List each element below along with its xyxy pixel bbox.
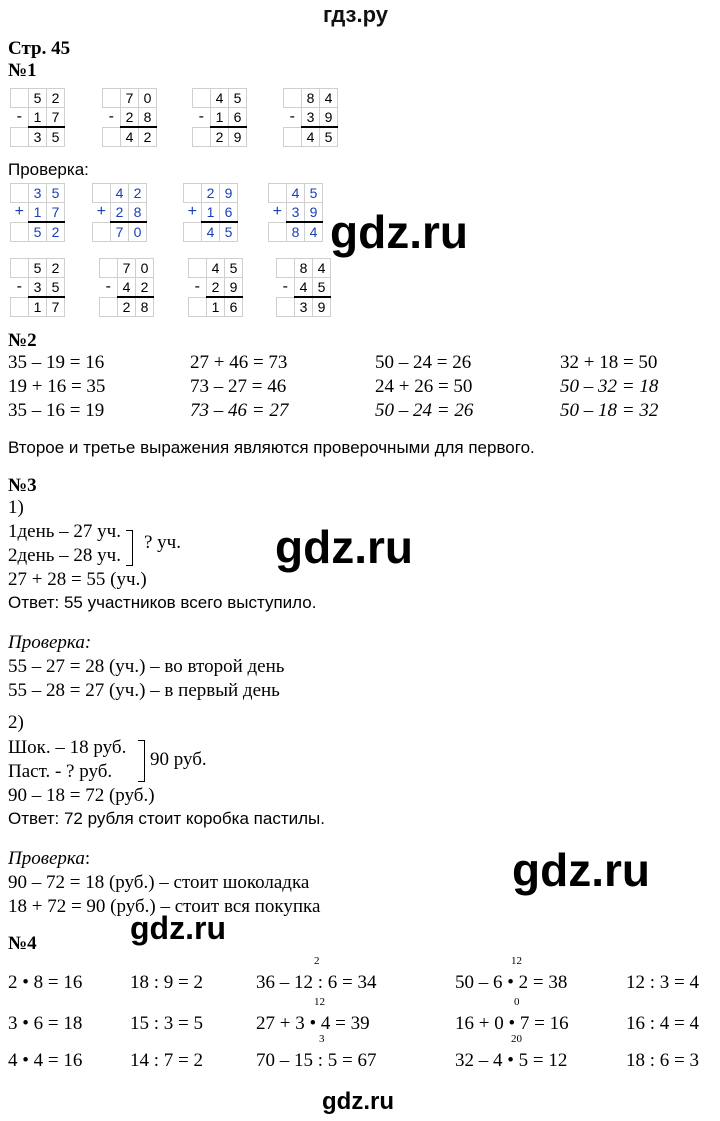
column-calculation [268, 183, 323, 242]
blank-cell [284, 89, 302, 108]
digit-cell: 7 [121, 89, 139, 108]
result-digit-cell: 5 [320, 127, 338, 147]
solution-line: 90 – 18 = 72 (руб.) [8, 785, 155, 806]
result-digit-cell: 1 [29, 297, 47, 317]
result-digit-cell: 7 [47, 297, 65, 317]
question-label: ? уч. [144, 532, 181, 553]
column-calculation [10, 258, 65, 317]
digit-cell: 1 [202, 203, 220, 223]
digit-cell: 8 [129, 203, 147, 223]
ex4-expression: 16 + 0 • 7 = 16 [455, 1013, 569, 1034]
column-calculation [102, 88, 157, 147]
check-line: 18 + 72 = 90 (руб.) – стоит вся покупка [8, 896, 321, 917]
order-mark: 20 [511, 1033, 522, 1045]
ex4-expression: 3 • 6 = 18 [8, 1013, 83, 1034]
operator-sign: - [194, 278, 200, 296]
digit-cell: 2 [47, 89, 65, 108]
ex2-note: Второе и третье выражения являются проверочными для первого. [8, 438, 535, 457]
blank-cell [269, 184, 287, 203]
blank-cell [193, 89, 211, 108]
digit-cell: 3 [29, 184, 47, 203]
column-calculation [99, 258, 154, 317]
column-calculation [92, 183, 147, 242]
blank-cell [193, 127, 211, 147]
order-mark: 12 [314, 996, 325, 1008]
check-label: Проверка: [8, 160, 89, 179]
operator-sign: + [96, 203, 106, 221]
result-digit-cell: 0 [129, 222, 147, 242]
ex2-expression: 35 – 19 = 16 [8, 352, 105, 373]
check-label-line [8, 848, 90, 870]
column-calculation [10, 183, 65, 242]
digit-cell: 2 [111, 203, 129, 223]
blank-cell [284, 127, 302, 147]
blank-cell [11, 89, 29, 108]
blank-cell [93, 184, 111, 203]
operator-sign: - [282, 278, 288, 296]
digit-cell: 9 [220, 184, 238, 203]
blank-cell [277, 297, 295, 317]
ex2-expression: 50 – 32 = 18 [560, 376, 659, 397]
result-digit-cell: 3 [295, 297, 313, 317]
blank-cell [11, 259, 29, 278]
result-digit-cell: 8 [136, 297, 154, 317]
digit-cell: 4 [287, 184, 305, 203]
ex4-expression: 4 • 4 = 16 [8, 1050, 83, 1071]
column-calculation [183, 183, 238, 242]
blank-cell [11, 222, 29, 242]
ex4-expression: 15 : 3 = 5 [130, 1013, 203, 1034]
digit-cell: 7 [118, 259, 136, 278]
blank-cell [277, 259, 295, 278]
condition-line: Паст. - ? руб. [8, 761, 113, 782]
digit-cell: 7 [47, 108, 65, 128]
blank-cell [269, 222, 287, 242]
blank-cell [100, 259, 118, 278]
check-label: Проверка [8, 848, 85, 869]
brace [138, 740, 145, 782]
digit-cell: 4 [320, 89, 338, 108]
ex2-expression: 73 – 27 = 46 [190, 376, 287, 397]
digit-cell: 8 [139, 108, 157, 128]
condition-line: 2день – 28 уч. [8, 545, 121, 566]
exercise-3-heading: №3 [8, 475, 37, 496]
result-digit-cell: 9 [229, 127, 247, 147]
ex2-expression: 50 – 24 = 26 [375, 352, 472, 373]
operator-sign: + [14, 203, 24, 221]
result-digit-cell: 5 [29, 222, 47, 242]
check-label: Проверка: [8, 632, 92, 653]
result-digit-cell: 7 [111, 222, 129, 242]
watermark: gdz.ru [330, 206, 468, 258]
watermark: gdz.ru [275, 521, 413, 573]
column-calculation [188, 258, 243, 317]
result-digit-cell: 8 [287, 222, 305, 242]
result-digit-cell: 1 [207, 297, 225, 317]
ex2-expression: 50 – 24 = 26 [375, 400, 474, 421]
ex2-expression: 24 + 26 = 50 [375, 376, 473, 397]
digit-cell: 5 [29, 89, 47, 108]
digit-cell: 5 [225, 259, 243, 278]
digit-cell: 2 [136, 278, 154, 298]
blank-cell [11, 184, 29, 203]
result-digit-cell: 6 [225, 297, 243, 317]
brace [126, 530, 133, 566]
ex4-expression: 12 : 3 = 4 [626, 972, 699, 993]
digit-cell: 9 [225, 278, 243, 298]
ex4-expression: 18 : 6 = 3 [626, 1050, 699, 1071]
result-digit-cell: 2 [47, 222, 65, 242]
digit-cell: 3 [29, 278, 47, 298]
digit-cell: 5 [305, 184, 323, 203]
column-calculation [276, 258, 331, 317]
watermark: gdz.ru [322, 1088, 394, 1115]
column-calculation [10, 88, 65, 147]
blank-cell [103, 127, 121, 147]
ex4-expression: 50 – 6 • 2 = 38 [455, 972, 568, 993]
result-digit-cell: 2 [211, 127, 229, 147]
digit-cell: 5 [313, 278, 331, 298]
ex4-expression: 70 – 15 : 5 = 67 [256, 1050, 377, 1071]
digit-cell: 2 [47, 259, 65, 278]
exercise-1-heading: №1 [8, 60, 37, 81]
ex4-expression: 2 • 8 = 16 [8, 972, 83, 993]
check-line: 90 – 72 = 18 (руб.) – стоит шоколадка [8, 872, 310, 893]
digit-cell: 2 [129, 184, 147, 203]
order-mark: 2 [314, 955, 320, 967]
digit-cell: 7 [47, 203, 65, 223]
digit-cell: 4 [207, 259, 225, 278]
blank-cell [93, 222, 111, 242]
blank-cell [103, 89, 121, 108]
digit-cell: 4 [211, 89, 229, 108]
operator-sign: - [105, 278, 111, 296]
result-digit-cell: 2 [118, 297, 136, 317]
check-line: 55 – 27 = 28 (уч.) – во второй день [8, 656, 285, 677]
digit-cell: 9 [305, 203, 323, 223]
part-label: 1) [8, 497, 24, 518]
digit-cell: 9 [320, 108, 338, 128]
order-mark: 3 [319, 1033, 325, 1045]
result-digit-cell: 2 [139, 127, 157, 147]
result-digit-cell: 4 [305, 222, 323, 242]
digit-cell: 1 [29, 203, 47, 223]
part-label: 2) [8, 712, 24, 733]
solution-line: 27 + 28 = 55 (уч.) [8, 569, 147, 590]
ex4-expression: 36 – 12 : 6 = 34 [256, 972, 377, 993]
blank-cell [11, 127, 29, 147]
digit-cell: 0 [139, 89, 157, 108]
digit-cell: 6 [220, 203, 238, 223]
operator-sign: - [16, 278, 22, 296]
watermark: gdz.ru [130, 910, 226, 946]
digit-cell: 5 [229, 89, 247, 108]
answer-line: Ответ: 55 участников всего выступило. [8, 593, 317, 612]
digit-cell: 0 [136, 259, 154, 278]
colon: : [84, 848, 91, 869]
digit-cell: 4 [295, 278, 313, 298]
digit-cell: 4 [118, 278, 136, 298]
operator-sign: + [187, 203, 197, 221]
ex2-expression: 35 – 16 = 19 [8, 400, 105, 421]
operator-sign: - [108, 108, 114, 126]
digit-cell: 1 [29, 108, 47, 128]
digit-cell: 8 [295, 259, 313, 278]
digit-cell: 4 [313, 259, 331, 278]
blank-cell [11, 297, 29, 317]
ex4-expression: 16 : 4 = 4 [626, 1013, 699, 1034]
operator-sign: + [272, 203, 282, 221]
column-calculation [283, 88, 338, 147]
operator-sign: - [289, 108, 295, 126]
digit-cell: 4 [111, 184, 129, 203]
digit-cell: 5 [47, 278, 65, 298]
ex2-expression: 27 + 46 = 73 [190, 352, 288, 373]
digit-cell: 8 [302, 89, 320, 108]
blank-cell [189, 259, 207, 278]
result-digit-cell: 4 [121, 127, 139, 147]
digit-cell: 2 [121, 108, 139, 128]
digit-cell: 2 [202, 184, 220, 203]
ex4-expression: 27 + 3 • 4 = 39 [256, 1013, 370, 1034]
result-digit-cell: 3 [29, 127, 47, 147]
operator-sign: - [16, 108, 22, 126]
operator-sign: - [198, 108, 204, 126]
blank-cell [100, 297, 118, 317]
ex2-expression: 19 + 16 = 35 [8, 376, 106, 397]
page-number: Стр. 45 [8, 38, 71, 59]
blank-cell [189, 297, 207, 317]
digit-cell: 5 [29, 259, 47, 278]
digit-cell: 5 [47, 184, 65, 203]
result-digit-cell: 5 [47, 127, 65, 147]
ex2-expression: 32 + 18 = 50 [560, 352, 658, 373]
result-digit-cell: 4 [302, 127, 320, 147]
ex2-expression: 73 – 46 = 27 [190, 400, 289, 421]
site-title[interactable]: гдз.ру [323, 2, 388, 27]
ex2-expression: 50 – 18 = 32 [560, 400, 659, 421]
result-digit-cell: 5 [220, 222, 238, 242]
digit-cell: 1 [211, 108, 229, 128]
ex4-expression: 14 : 7 = 2 [130, 1050, 203, 1071]
result-digit-cell: 9 [313, 297, 331, 317]
blank-cell [184, 222, 202, 242]
ex4-expression: 18 : 9 = 2 [130, 972, 203, 993]
answer-line: Ответ: 72 рубля стоит коробка пастилы. [8, 809, 325, 828]
digit-cell: 2 [207, 278, 225, 298]
digit-cell: 3 [302, 108, 320, 128]
ex4-expression: 32 – 4 • 5 = 12 [455, 1050, 568, 1071]
check-line: 55 – 28 = 27 (уч.) – в первый день [8, 680, 280, 701]
order-mark: 0 [514, 996, 520, 1008]
blank-cell [184, 184, 202, 203]
exercise-2-heading: №2 [8, 330, 37, 351]
question-label: 90 руб. [150, 749, 207, 770]
order-mark: 12 [511, 955, 522, 967]
condition-line: Шок. – 18 руб. [8, 737, 127, 758]
exercise-4-heading: №4 [8, 933, 37, 954]
watermark: gdz.ru [512, 844, 650, 896]
condition-line: 1день – 27 уч. [8, 521, 121, 542]
column-calculation [192, 88, 247, 147]
result-digit-cell: 4 [202, 222, 220, 242]
digit-cell: 3 [287, 203, 305, 223]
digit-cell: 6 [229, 108, 247, 128]
